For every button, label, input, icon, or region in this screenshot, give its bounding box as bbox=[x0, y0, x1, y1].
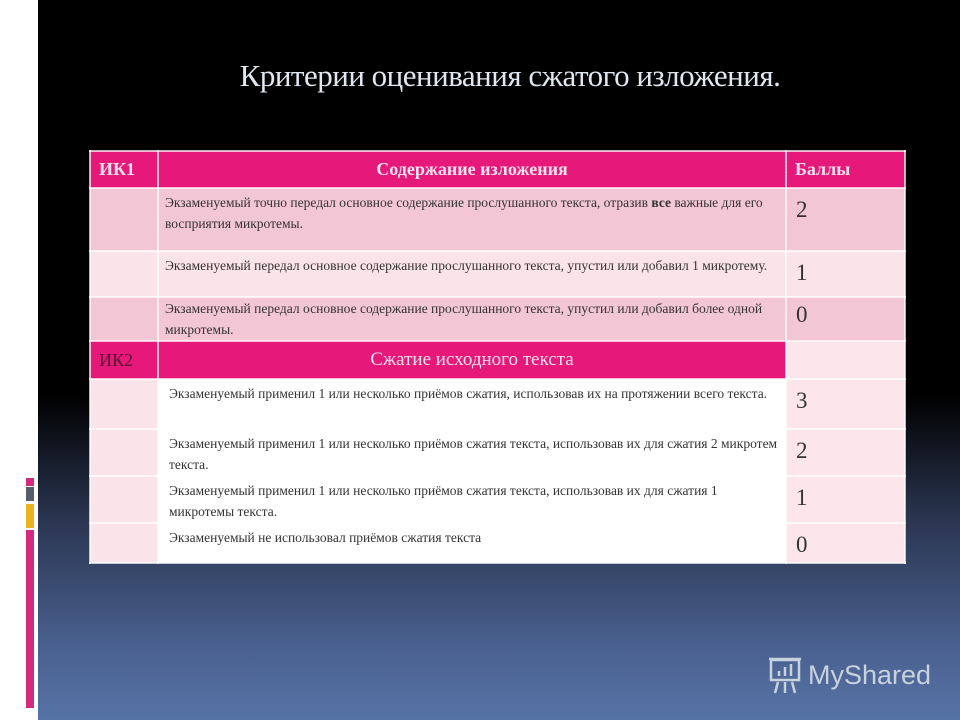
score-value: 0 bbox=[786, 523, 905, 563]
table-header-ik2 bbox=[90, 341, 905, 379]
criterion-description: Экзаменуемый не использовал приёмов сжатия текста bbox=[158, 523, 786, 563]
score-header: Баллы bbox=[786, 151, 905, 188]
score-value: 3 bbox=[786, 379, 905, 429]
criterion-description: Экзаменуемый применил 1 или несколько приёмов сжатия, использовав их на протяжении всего текста. bbox=[158, 379, 786, 429]
criterion-description: Экзаменуемый передал основное содержание прослушанного текста, упустил или добавил 1 микротему. bbox=[158, 251, 786, 297]
table-row bbox=[90, 523, 905, 563]
watermark-text: MyShared bbox=[808, 659, 932, 690]
criterion-description: Экзаменуемый передал основное содержание прослушанного текста, упустил или добавил более одной микротемы. bbox=[158, 297, 786, 341]
criterion-description: Экзаменуемый применил 1 или несколько приёмов сжатия текста, использовав их для сжатия 1 микротемы текста. bbox=[158, 476, 786, 523]
criterion-description: Экзаменуемый применил 1 или несколько приёмов сжатия текста, использовав их для сжатия 2 микротем текста. bbox=[158, 429, 786, 476]
table-row bbox=[90, 476, 905, 523]
score-value: 1 bbox=[786, 476, 905, 523]
score-value: 1 bbox=[786, 251, 905, 297]
presentation-board-icon bbox=[768, 656, 802, 694]
table-row bbox=[90, 251, 905, 297]
slide-title: Критерии оценивания сжатого изложения. bbox=[239, 58, 781, 93]
watermark-logo bbox=[768, 656, 931, 694]
criteria-table bbox=[89, 150, 906, 564]
decor-bar bbox=[26, 530, 34, 708]
criterion-description: Экзаменуемый точно передал основное содержание прослушанного текста, отразив все важные для его восприятия микротемы. bbox=[158, 188, 786, 251]
criterion-heading: Сжатие исходного текста bbox=[158, 341, 786, 379]
score-value: 0 bbox=[786, 297, 905, 341]
decor-bar bbox=[26, 487, 34, 501]
criterion-code: ИК1 bbox=[90, 151, 158, 188]
decor-bar bbox=[26, 478, 34, 486]
criterion-code: ИК2 bbox=[90, 341, 158, 379]
table-row bbox=[90, 297, 905, 341]
table-row bbox=[90, 188, 905, 251]
table-row bbox=[90, 379, 905, 429]
criterion-heading: Содержание изложения bbox=[158, 151, 786, 188]
score-value: 2 bbox=[786, 188, 905, 251]
table-row bbox=[90, 429, 905, 476]
score-value: 2 bbox=[786, 429, 905, 476]
table-header-ik1 bbox=[90, 151, 905, 188]
decor-bar bbox=[26, 504, 34, 528]
